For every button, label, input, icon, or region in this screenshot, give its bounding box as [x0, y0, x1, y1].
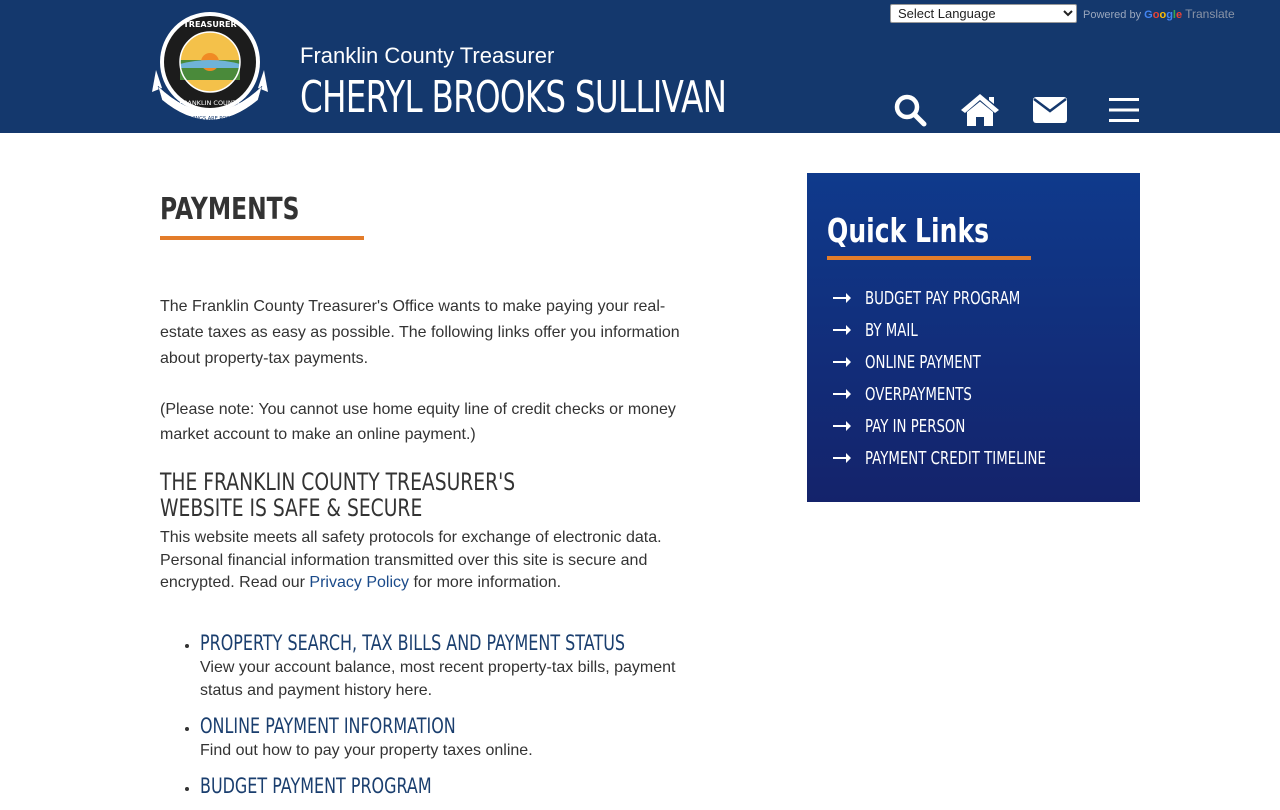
payment-note: (Please note: You cannot use home equity line of credit checks or money market account to make an online payment.)	[160, 401, 676, 443]
arrow-right-icon	[833, 356, 851, 368]
quick-links-underline	[827, 256, 1031, 260]
main-content	[160, 190, 690, 810]
property-search-link[interactable]: • PROPERTY SEARCH, TAX BILLS AND PAYMENT STATUS	[200, 630, 626, 655]
svg-text:TREASURER: TREASURER	[183, 20, 237, 29]
svg-text:FRANKLIN COUNTY: FRANKLIN COUNTY	[179, 99, 241, 107]
quick-link-payment-credit-timeline[interactable]: PAYMENT CREDIT TIMELINE	[833, 442, 1109, 474]
arrow-right-icon	[833, 388, 851, 400]
language-select[interactable]	[890, 4, 1077, 23]
arrow-right-icon	[833, 324, 851, 336]
quick-link-by-mail[interactable]: BY MAIL	[833, 314, 1109, 346]
page-title: PAYMENTS	[160, 192, 300, 227]
resource-description: Find out how to pay your property taxes online.	[200, 741, 533, 759]
resource-description: View your account balance, most recent property-tax bills, payment status and payment history here.	[200, 658, 676, 699]
home-icon[interactable]	[958, 88, 1002, 132]
site-header	[0, 0, 1280, 133]
quick-link-budget-pay-program[interactable]: BUDGET PAY PROGRAM	[833, 282, 1109, 314]
official-name[interactable]: CHERYL BROOKS SULLIVAN	[300, 72, 727, 123]
online-payment-info-link[interactable]: • ONLINE PAYMENT INFORMATION	[200, 713, 456, 738]
office-title: Franklin County Treasurer	[300, 43, 555, 68]
intro-paragraph: The Franklin County Treasurer's Office wants to make paying your real-estate taxes as easy as possible. The following links offer you information about property-tax payments.	[160, 298, 680, 367]
google-translate-widget	[890, 4, 1235, 23]
list-item	[200, 631, 690, 702]
menu-icon[interactable]	[1102, 88, 1146, 132]
search-icon[interactable]	[888, 88, 932, 132]
budget-payment-program-link[interactable]: • BUDGET PAYMENT PROGRAM	[200, 773, 432, 798]
quick-links-list	[833, 282, 1109, 474]
arrow-right-icon	[833, 420, 851, 432]
google-logo[interactable]: Google	[1144, 8, 1183, 21]
quick-link-online-payment[interactable]: ONLINE PAYMENT	[833, 346, 1109, 378]
arrow-right-icon	[833, 452, 851, 464]
quick-links-title: Quick Links	[827, 211, 990, 250]
quick-links-panel	[807, 173, 1140, 502]
translate-link[interactable]: Translate	[1185, 6, 1235, 21]
secure-paragraph: This website meets all safety protocols for exchange of electronic data. Personal financial information transmitted over this site is secure and encrypted. Read our Privacy Policy for more information.	[160, 529, 662, 591]
svg-text:ALL THINGS ARE POSSIBLE: ALL THINGS ARE POSSIBLE	[176, 116, 244, 122]
treasurer-seal-logo[interactable]	[148, 8, 272, 124]
arrow-right-icon	[833, 292, 851, 304]
quick-link-pay-in-person[interactable]: PAY IN PERSON	[833, 410, 1109, 442]
secure-heading: THE FRANKLIN COUNTY TREASURER'S WEBSITE IS SAFE & SECURE	[160, 468, 516, 522]
envelope-icon[interactable]	[1028, 88, 1072, 132]
payment-resources-list	[160, 631, 690, 798]
powered-by-google: Powered by Google Translate	[1083, 6, 1235, 21]
title-underline	[160, 236, 364, 240]
list-item	[200, 714, 690, 762]
privacy-policy-link[interactable]: Privacy Policy	[309, 574, 409, 591]
quick-link-overpayments[interactable]: OVERPAYMENTS	[833, 378, 1109, 410]
list-item	[200, 774, 690, 798]
